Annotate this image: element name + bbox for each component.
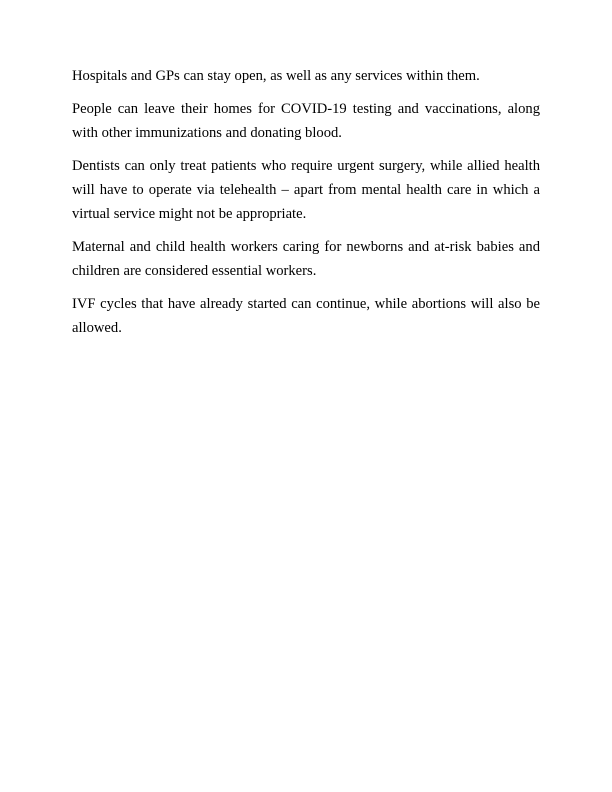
paragraph-hospitals: Hospitals and GPs can stay open, as well as any services within them. (72, 68, 480, 84)
paragraph-ivf-abortions: IVF cycles that have already started can continue, while abortions will also be allowed. (72, 296, 540, 336)
paragraph-testing-vaccinations: People can leave their homes for COVID-19 testing and vaccinations, along with other immunizations and donating blood. (72, 101, 540, 141)
paragraph-maternal-child-health: Maternal and child health workers caring for newborns and at-risk babies and children are considered essential workers. (72, 239, 540, 279)
paragraph-dentists-allied-health: Dentists can only treat patients who require urgent surgery, while allied health will have to operate via telehealth – apart from mental health care in which a virtual service might not be appropriate. (72, 158, 540, 222)
document-body (72, 64, 540, 349)
